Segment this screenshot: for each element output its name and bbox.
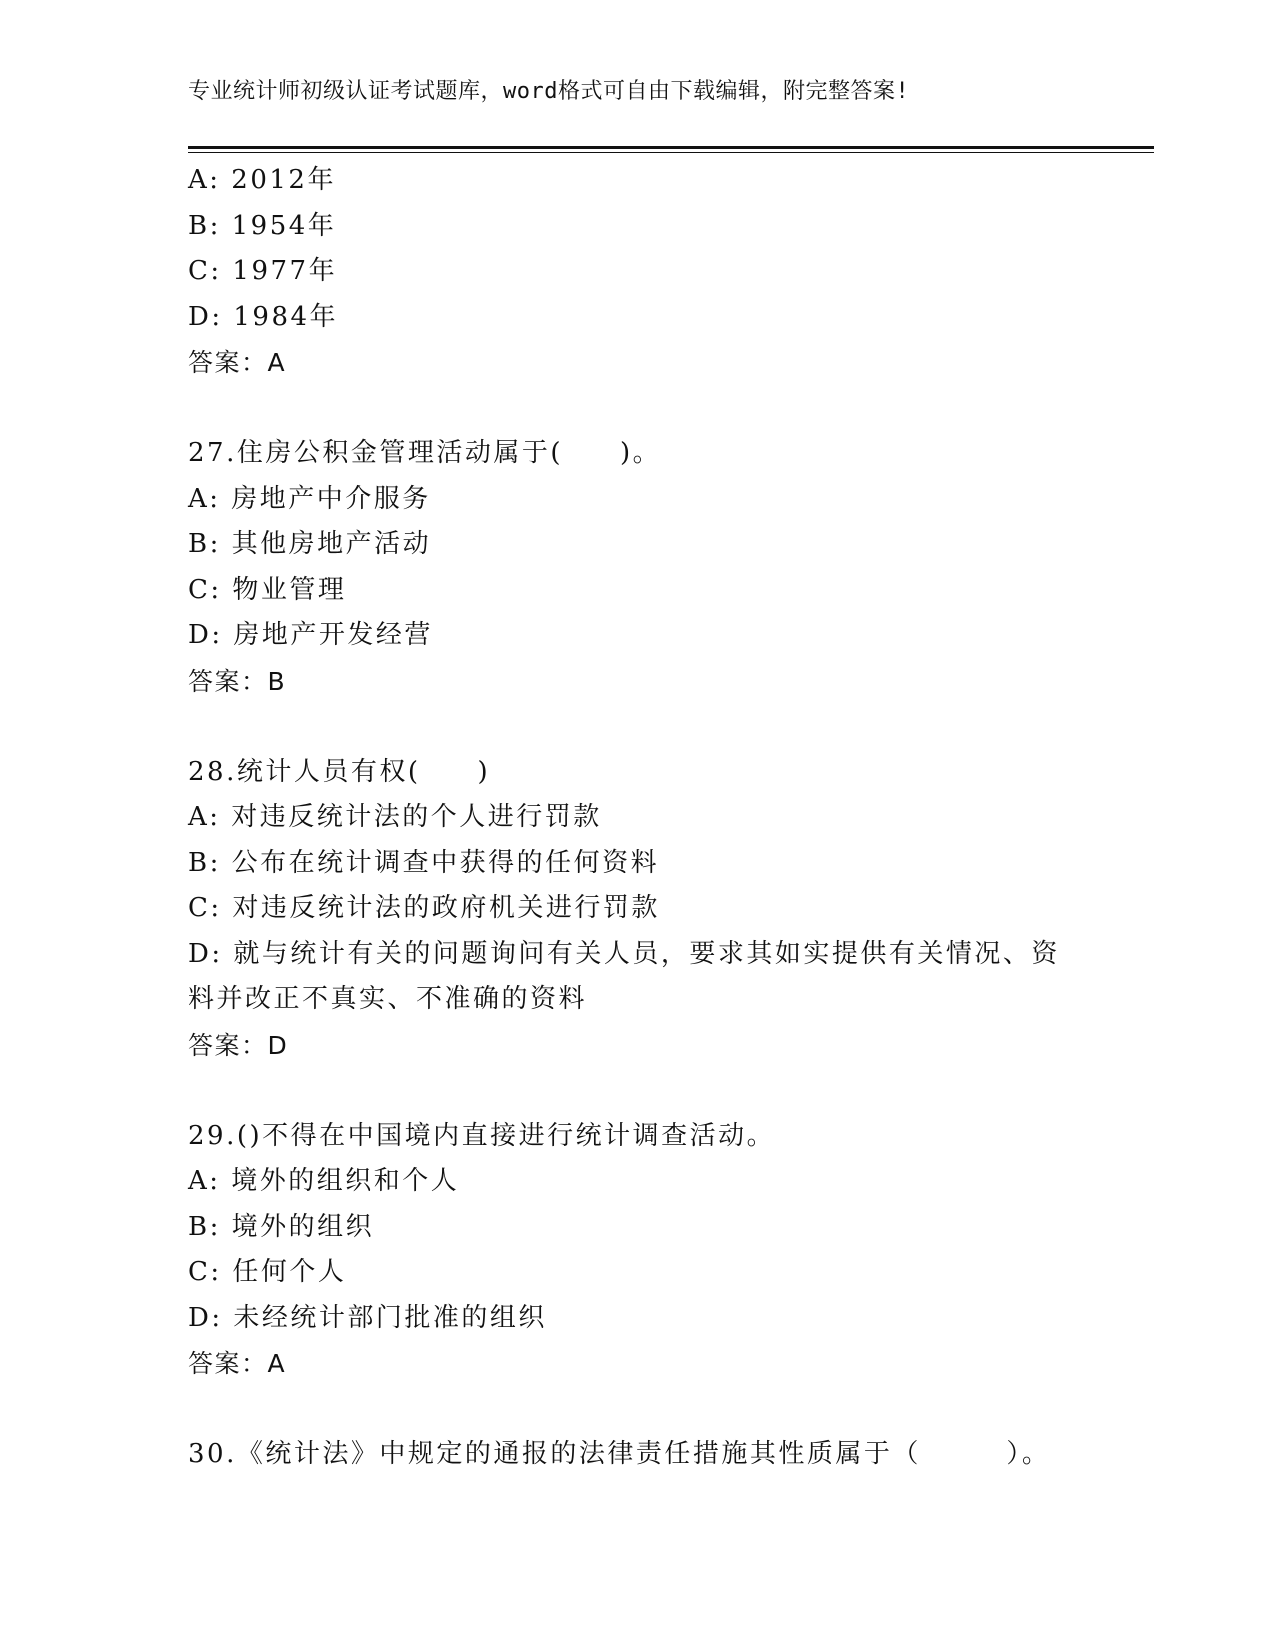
spacer [188,704,1068,750]
option-a: A: 2012年 [188,165,336,195]
answer-line: 答案：B [188,666,287,696]
spacer [188,1387,1068,1433]
option-a: A: 境外的组织和个人 [188,1166,460,1196]
answer-line: 答案：D [188,1030,289,1060]
option-a: A: 房地产中介服务 [188,483,431,514]
option-c: C: 1977年 [188,256,338,286]
option-d: D: 就与统计有关的问题询问有关人员，要求其如实提供有关情况、资料并改正不真实、不准确的资料 [188,938,1060,1014]
question-stem: 30.《统计法》中规定的通报的法律责任措施其性质属于（ ）。 [188,1439,1051,1469]
spacer [188,1068,1068,1114]
option-b: B: 1954年 [188,210,337,241]
question-30-block [188,1432,1068,1478]
question-29-block [188,1114,1068,1387]
option-c: C: 任何个人 [188,1257,347,1287]
prev-question-block [188,158,1068,386]
option-b: B: 其他房地产活动 [188,529,432,559]
header-rule-thick [188,146,1154,149]
answer-line: 答案：A [188,348,287,377]
option-c: C: 物业管理 [188,574,347,605]
option-d: D: 1984年 [188,301,339,332]
spacer [188,386,1068,432]
header-rule-thin [188,152,1154,153]
question-27-block [188,431,1068,704]
question-28-block [188,750,1068,1069]
question-stem: 27.住房公积金管理活动属于( )。 [188,438,662,468]
option-a: A: 对违反统计法的个人进行罚款 [188,802,602,832]
option-d: D: 房地产开发经营 [188,620,433,650]
option-b: B: 境外的组织 [188,1211,375,1242]
page-header: 专业统计师初级认证考试题库，word格式可自由下载编辑，附完整答案! [188,79,910,104]
answer-line: 答案：A [188,1349,287,1378]
question-content [188,158,1068,1478]
question-stem: 28.统计人员有权( ) [188,756,491,787]
option-c: C: 对违反统计法的政府机关进行罚款 [188,893,660,923]
option-d: D: 未经统计部门批准的组织 [188,1302,547,1333]
option-b: B: 公布在统计调查中获得的任何资料 [188,847,660,878]
question-stem: 29.()不得在中国境内直接进行统计调查活动。 [188,1120,776,1151]
